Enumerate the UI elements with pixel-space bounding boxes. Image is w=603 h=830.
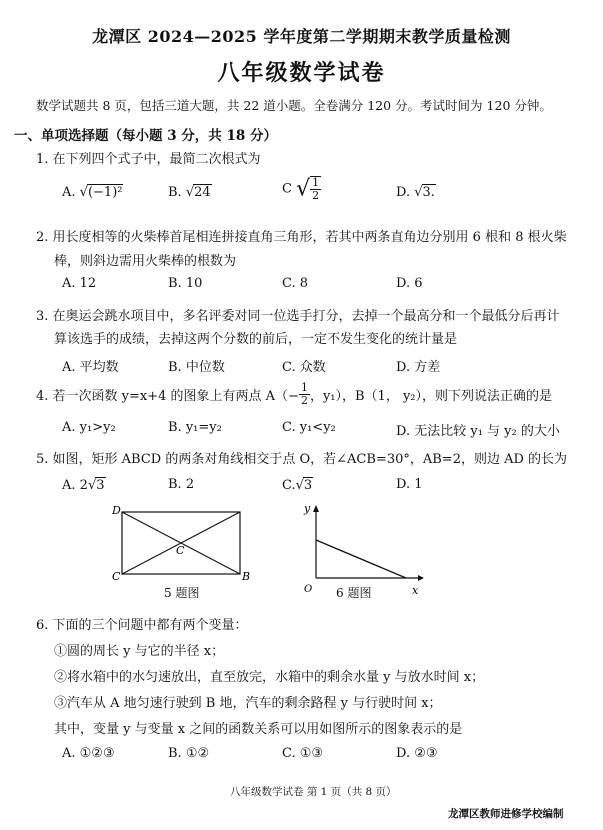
label-d: D xyxy=(112,504,121,517)
q6-tail: 其中，变量 y 与变量 x 之间的函数关系可以用如图所示的图象表示的是 xyxy=(54,722,463,737)
q6-option-a: A. ①②③ xyxy=(62,746,115,761)
q3-option-b: B. 中位数 xyxy=(168,360,225,375)
q1-stem: 1. 在下列四个式子中，最简二次根式为 xyxy=(36,152,261,167)
q2-option-d: D. 6 xyxy=(396,276,423,291)
q2-stem-line1: 2. 用长度相等的火柴棒首尾相连拼接直角三角形，若其中两条直角边分别用 6 根和 8 根火柴 xyxy=(36,230,567,245)
q5-c-radicand: 3 xyxy=(303,478,313,493)
q5-c-label: C. xyxy=(282,478,296,493)
q2-option-a: A. 12 xyxy=(62,276,97,291)
exam-subtitle: 八年级数学试卷 xyxy=(217,60,386,86)
q5-stem: 5. 如图，矩形 ABCD 的两条对角线相交于点 O，若∠ACB=30°，AB=2，则边 AD 的长为 xyxy=(36,452,568,467)
q1-d-radicand: 3. xyxy=(422,185,435,200)
q4-option-c: C. y₁<y₂ xyxy=(282,420,336,435)
q1-b-radicand: 24 xyxy=(194,185,211,200)
q2-stem-line2: 棒，则斜边需用火柴棒的根数为 xyxy=(54,254,237,269)
origin-label: O xyxy=(304,584,313,595)
q4-fraction: $\frac{1}{2}$ xyxy=(300,381,308,407)
q6-item2: ②将水箱中的水匀速放出，直至放完，水箱中的剩余水量 y 与放水时间 x； xyxy=(54,670,485,685)
q5-option-a: A. 2√3 xyxy=(62,478,105,493)
exam-title: 龙潭区 2024—2025 学年度第二学期期末教学质量检测 xyxy=(92,27,511,46)
figure-5-caption: 5 题图 xyxy=(164,586,200,600)
q6-option-c: C. ①③ xyxy=(282,746,324,761)
q1-b-label: B. xyxy=(168,185,182,200)
label-c: C xyxy=(112,570,121,583)
q3-option-d: D. 方差 xyxy=(396,360,441,375)
q1-c-label: C xyxy=(282,181,292,197)
q6-stem: 6. 下面的三个问题中都有两个变量： xyxy=(36,618,248,633)
q1-a-radicand: (−1)² xyxy=(87,185,123,200)
q5-a-radicand: 3 xyxy=(96,478,105,493)
q4-option-d: D. 无法比较 y₁ 与 y₂ 的大小 xyxy=(396,424,560,439)
q3-option-c: C. 众数 xyxy=(282,360,326,375)
q5-option-b: B. 2 xyxy=(168,477,195,492)
q1-option-c: C √ $\frac{1}{2}$ xyxy=(282,176,320,202)
y-axis-arrow xyxy=(313,505,319,512)
exam-instructions: 数学试题共 8 页，包括三道大题，共 22 道小题。全卷满分 120 分。考试时间为 120 分钟。 xyxy=(36,98,552,113)
q4-stem-post: ，y₁），B（1， y₂），则下列说法正确的是 xyxy=(309,389,553,404)
q4-option-b: B. y₁=y₂ xyxy=(168,420,222,435)
q1-c-fraction: $\frac{1}{2}$ xyxy=(312,176,320,202)
graph-line xyxy=(316,540,406,578)
q6-option-d: D. ②③ xyxy=(396,746,438,761)
q6-item3: ③汽车从 A 地匀速行驶到 B 地，汽车的剩余路程 y 与行驶时间 x； xyxy=(54,696,442,711)
q1-a-label: A. xyxy=(62,185,76,200)
q4-stem-pre: 4. 若一次函数 y=x+4 的图象上有两点 A（− xyxy=(36,389,299,404)
q4-option-a: A. y₁>y₂ xyxy=(62,420,116,435)
axis-label-y: y xyxy=(304,502,311,515)
q2-option-b: B. 10 xyxy=(168,276,203,291)
page-footer: 八年级数学试卷 第 1 页（共 8 页） xyxy=(230,786,397,798)
q4-stem xyxy=(36,382,552,407)
q2-option-c: C. 8 xyxy=(282,276,309,291)
q3-option-a: A. 平均数 xyxy=(62,360,119,375)
figure-6-caption: 6 题图 xyxy=(336,586,372,600)
q6-option-b: B. ①② xyxy=(168,746,210,761)
x-axis-arrow xyxy=(418,575,424,581)
q5-option-c: C.√3 xyxy=(282,478,313,493)
q5-option-d: D. 1 xyxy=(396,477,423,492)
q1-option-a: A. √(−1)² xyxy=(62,185,123,200)
q1-option-b: B. √24 xyxy=(168,185,211,200)
publisher-credit: 龙潭区教师进修学校编制 xyxy=(448,808,564,820)
q3-stem-line2: 算该选手的成绩，去掉这两个分数的前后，一定不发生变化的统计量是 xyxy=(54,332,458,347)
section-heading: 一、单项选择题（每小题 3 分，共 18 分） xyxy=(14,128,277,144)
q1-d-label: D. xyxy=(396,185,411,200)
q5-a-label: A. 2 xyxy=(62,478,88,493)
q3-stem-line1: 3. 在奥运会跳水项目中，多名评委对同一位选手打分，去掉一个最高分和一个最低分后再计 xyxy=(36,309,560,324)
label-o: C xyxy=(176,544,185,557)
label-b: B xyxy=(242,570,251,583)
axis-label-x: x xyxy=(412,584,419,597)
q6-item1: ①圆的周长 y 与它的半径 x； xyxy=(54,644,225,659)
q1-option-d: D. √3. xyxy=(396,185,435,200)
